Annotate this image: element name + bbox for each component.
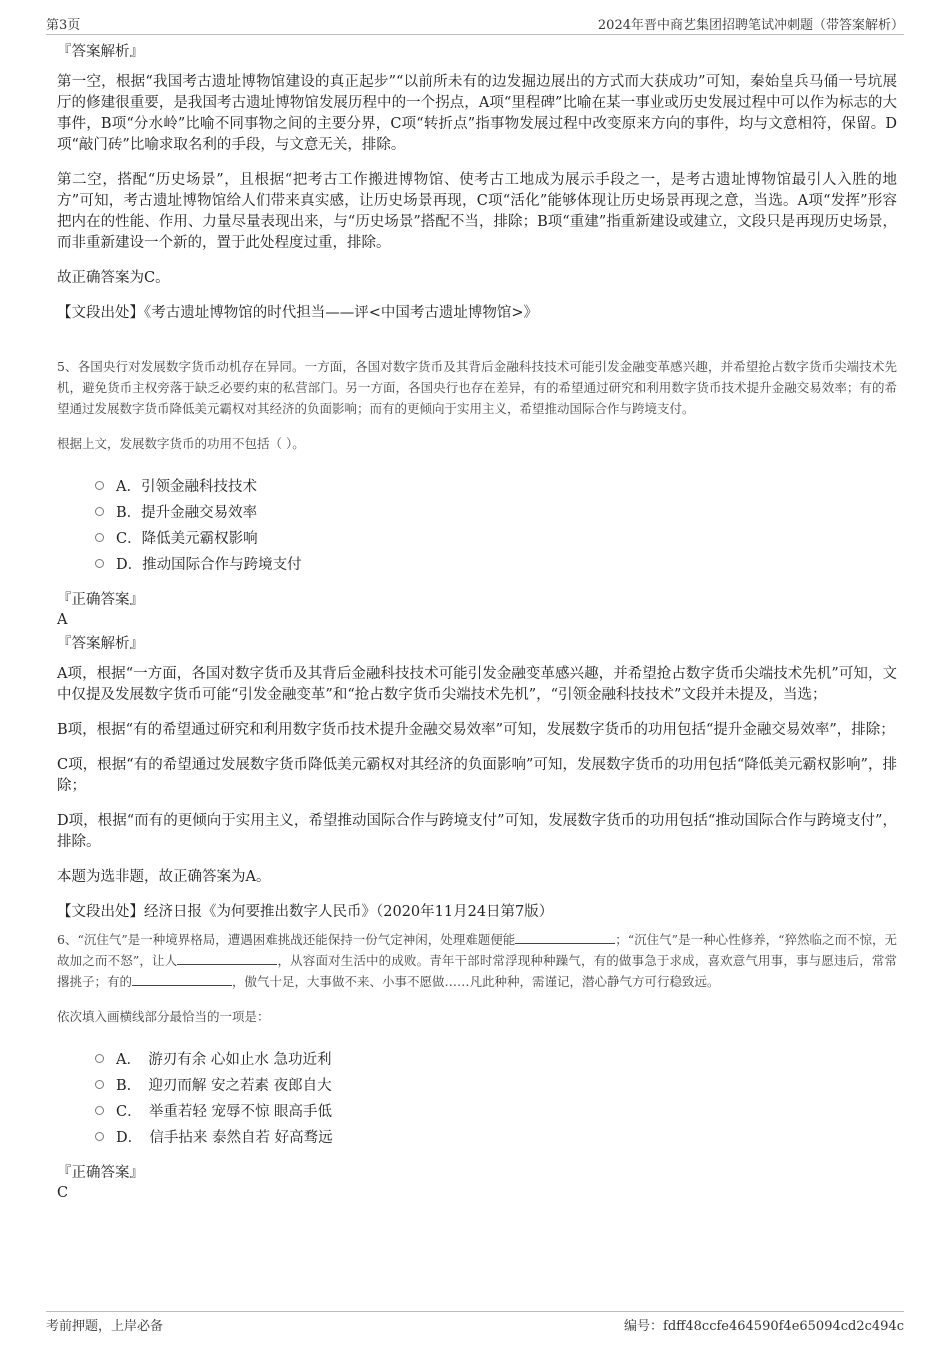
q5-option-c[interactable] xyxy=(95,524,897,550)
q5-analysis-d: D项，根据“而有的更倾向于实用主义，希望推动国际合作与跨境支付”可知，发展数字货币的功用包括“推动国际合作与跨境支付”，排除。 xyxy=(57,813,897,850)
option-label: D．推动国际合作与跨境支付 xyxy=(116,556,302,573)
q6-stem xyxy=(57,929,897,992)
radio-icon[interactable] xyxy=(95,1080,104,1089)
q5-option-a[interactable] xyxy=(95,472,897,498)
document-id: 编号：fdff48ccfe464590f4e65094cd2c494c xyxy=(624,1319,904,1334)
q6-option-a[interactable] xyxy=(95,1045,897,1071)
fill-blank-3 xyxy=(132,973,232,986)
q6-options xyxy=(95,1045,897,1149)
fill-blank-2 xyxy=(177,952,277,965)
radio-icon[interactable] xyxy=(95,1054,104,1063)
q6-option-d[interactable] xyxy=(95,1123,897,1149)
page-header xyxy=(46,14,904,35)
q5-analysis-a: A项，根据“一方面，各国对数字货币及其背后金融科技技术可能引发金融变革感兴趣，并希望抢占数字货币尖端技术先机”可知，文中仅提及发展数字货币可能“引发金融变革”和“抢占数字货币尖端技术先机”，“引领金融科技技术”文段并未提及，当选； xyxy=(57,666,897,703)
radio-icon[interactable] xyxy=(95,507,104,516)
radio-icon[interactable] xyxy=(95,1132,104,1141)
q5-question: 根据上文，发展数字货币的功用不包括（ ）。 xyxy=(57,436,305,451)
q6-answer-label: 『正确答案』 xyxy=(57,1165,144,1181)
q6-option-b[interactable] xyxy=(95,1071,897,1097)
option-label: B． 迎刃而解 安之若素 夜郎自大 xyxy=(116,1077,332,1094)
option-label: B．提升金融交易效率 xyxy=(116,504,258,521)
page-footer xyxy=(46,1311,904,1334)
radio-icon[interactable] xyxy=(95,1106,104,1115)
q5-options xyxy=(95,472,897,576)
option-label: C．降低美元霸权影响 xyxy=(116,530,258,547)
q5-analysis-c: C项，根据“有的希望通过发展数字货币降低美元霸权对其经济的负面影响”可知，发展数字货币的功用包括“降低美元霸权影响”，排除； xyxy=(57,757,897,794)
q5-answer: A xyxy=(57,612,68,628)
document-title: 2024年晋中商艺集团招聘笔试冲刺题（带答案解析） xyxy=(597,18,904,33)
q5-analysis-b: B项，根据“有的希望通过研究和利用数字货币技术提升金融交易效率”可知，发展数字货币的功用包括“提升金融交易效率”，排除； xyxy=(57,722,895,738)
q4-conclusion: 故正确答案为C。 xyxy=(57,270,170,286)
q5-answer-label: 『正确答案』 xyxy=(57,592,144,608)
q6-question: 依次填入画横线部分最恰当的一项是： xyxy=(57,1009,270,1024)
option-label: D． 信手拈来 泰然自若 好高骛远 xyxy=(116,1129,333,1146)
q4-analysis-para1: 第一空，根据“我国考古遗址博物馆建设的真正起步”“以前所未有的边发掘边展出的方式而大获成功”可知，秦始皇兵马俑一号坑展厅的修建很重要，是我国考古遗址博物馆发展历程中的一个拐点，A项“里程碑”比喻在某一事业或历史发展过程中可以作为标志的大事件，B项“分水岭”比喻不同事物之间的主要分界，C项“转折点”指事物发展过程中改变原来方向的事件，均与文意相符，保留。D项“敲门砖”比喻求取名利的手段，与文意无关，排除。 xyxy=(57,74,897,153)
q6-stem-part2: ；“沉住气”是一种心性修养，“猝然临之而不惊，无故加之而不怒”，让人 xyxy=(57,932,897,968)
radio-icon[interactable] xyxy=(95,533,104,542)
q4-analysis-para2: 第二空，搭配“历史场景”，且根据“把考古工作搬进博物馆、使考古工地成为展示手段之一，是考古遗址博物馆最引人入胜的地方”可知，考古遗址博物馆给人们带来真实感，让历史场景再现，C项“活化”能够体现让历史场景再现之意，当选。A项“发挥”形容把内在的性能、作用、力量尽量表现出来，与“历史场景”搭配不当，排除；B项“重建”指重新建设或建立，文段只是再现历史场景，而非重新建设一个新的，置于此处程度过重，排除。 xyxy=(57,172,897,251)
fill-blank-1 xyxy=(515,931,615,944)
page-number: 第3页 xyxy=(46,18,81,33)
q6-stem-part1: 6、“沉住气”是一种境界格局，遭遇困难挑战还能保持一份气定神闲，处理难题便能 xyxy=(57,932,516,947)
q6-answer: C xyxy=(57,1185,69,1201)
radio-icon[interactable] xyxy=(95,559,104,568)
option-label: A． 游刃有余 心如止水 急功近利 xyxy=(116,1051,332,1068)
q4-source: 【文段出处】《考古遗址博物馆的时代担当——评<中国考古遗址博物馆>》 xyxy=(57,305,539,321)
q4-analysis-label: 『答案解析』 xyxy=(57,44,144,60)
radio-icon[interactable] xyxy=(95,481,104,490)
q5-option-b[interactable] xyxy=(95,498,897,524)
q5-option-d[interactable] xyxy=(95,550,897,576)
q5-source: 【文段出处】经济日报《为何要推出数字人民币》（2020年11月24日第7版） xyxy=(57,904,554,920)
q5-analysis-label: 『答案解析』 xyxy=(57,636,144,652)
q5-conclusion: 本题为选非题，故正确答案为A。 xyxy=(57,869,271,885)
q6-stem-part3: ，从容面对生活中的成败。青年干部时常浮现种种躁气，有的做事急于求成，喜欢意气用事，事与愿违后，常常撂挑子；有的 xyxy=(57,953,897,989)
footer-slogan: 考前押题，上岸必备 xyxy=(46,1319,164,1334)
q6-option-c[interactable] xyxy=(95,1097,897,1123)
q5-stem: 5、各国央行对发展数字货币动机存在异同。一方面，各国对数字货币及其背后金融科技技术可能引发金融变革感兴趣，并希望抢占数字货币尖端技术先机，避免货币主权旁落于缺乏必要约束的私营部门。另一方面，各国央行也存在差异，有的希望通过研究和利用数字货币技术提升金融交易效率；有的希望通过发展数字货币降低美元霸权对其经济的负面影响；而有的更倾向于实用主义，希望推动国际合作与跨境支付。 xyxy=(57,359,897,416)
page-content xyxy=(57,42,897,1207)
q6-stem-part4: ，傲气十足，大事做不来、小事不愿做……凡此种种，需谨记，潜心静气方可行稳致远。 xyxy=(232,974,720,989)
option-label: C． 举重若轻 宠辱不惊 眼高手低 xyxy=(116,1103,333,1120)
option-label: A．引领金融科技技术 xyxy=(116,478,257,495)
